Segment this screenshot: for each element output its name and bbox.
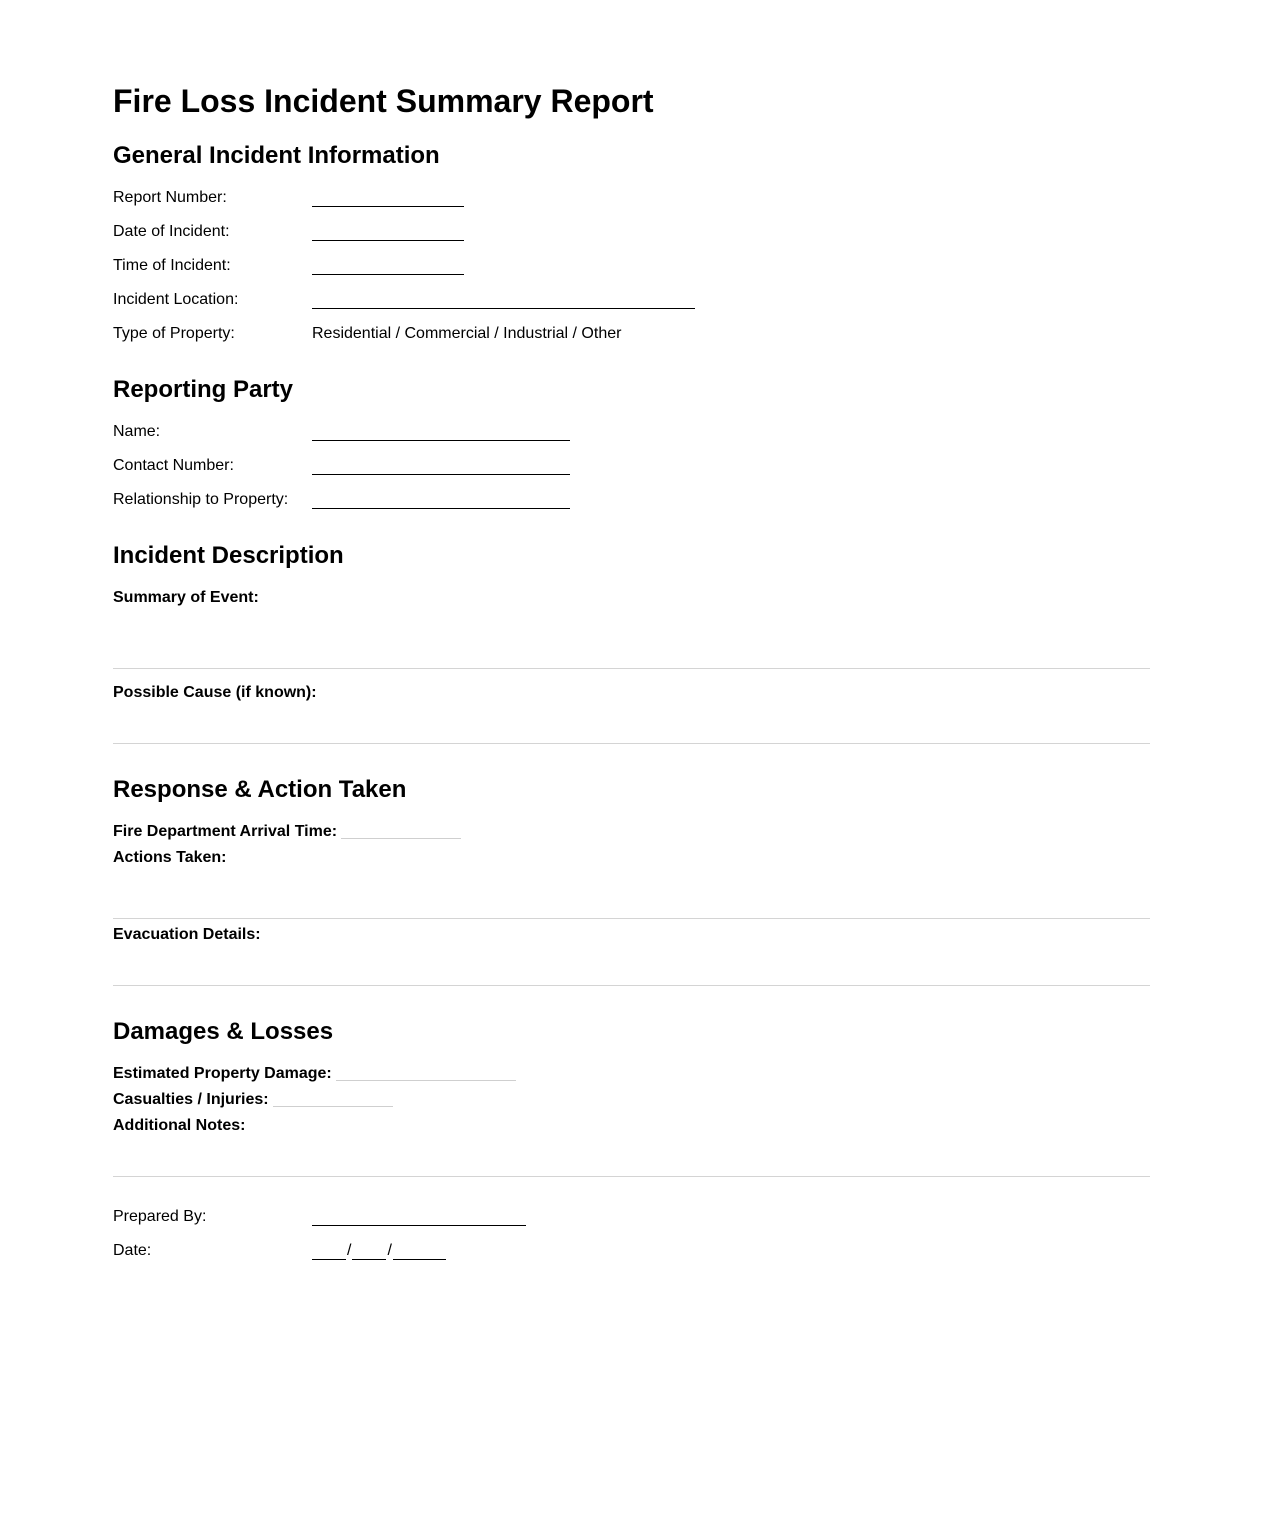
report-number-row (113, 189, 1150, 211)
report-title: Fire Loss Incident Summary Report (113, 83, 654, 119)
type-of-property-label: Type of Property: (113, 325, 235, 342)
property-damage-label: Estimated Property Damage: (113, 1065, 332, 1082)
name-label: Name: (113, 423, 161, 440)
general-info-heading: General Incident Information (113, 142, 440, 169)
prepared-by-row (113, 1208, 1150, 1230)
name-field[interactable] (312, 440, 570, 441)
name-row (113, 423, 1150, 445)
relationship-row (113, 491, 1150, 513)
arrival-time-field[interactable] (341, 823, 461, 839)
signoff-date-label: Date: (113, 1242, 152, 1259)
incident-location-row (113, 291, 1150, 313)
arrival-time-row (113, 823, 461, 845)
additional-notes-line[interactable] (113, 1176, 1150, 1177)
date-day-blank[interactable] (352, 1242, 386, 1260)
additional-notes-label: Additional Notes: (113, 1117, 246, 1134)
property-type-options[interactable]: Residential / Commercial / Industrial / Other (312, 325, 622, 342)
casualties-row (113, 1091, 393, 1113)
casualties-field[interactable] (273, 1091, 393, 1107)
date-separator-2: / (387, 1242, 392, 1259)
date-month-blank[interactable] (312, 1242, 346, 1260)
type-of-property-row (113, 325, 1150, 347)
summary-of-event-line[interactable] (113, 668, 1150, 669)
damages-heading: Damages & Losses (113, 1018, 334, 1045)
report-number-field[interactable] (312, 206, 464, 207)
date-of-incident-row (113, 223, 1150, 245)
time-of-incident-label: Time of Incident: (113, 257, 231, 274)
time-of-incident-row (113, 257, 1150, 279)
relationship-label: Relationship to Property: (113, 491, 289, 508)
summary-of-event-label: Summary of Event: (113, 589, 259, 606)
contact-number-field[interactable] (312, 474, 570, 475)
date-separator-1: / (347, 1242, 352, 1259)
evacuation-details-line[interactable] (113, 985, 1150, 986)
incident-description-heading: Incident Description (113, 542, 344, 569)
casualties-label: Casualties / Injuries: (113, 1091, 269, 1108)
incident-location-label: Incident Location: (113, 291, 239, 308)
contact-number-label: Contact Number: (113, 457, 234, 474)
time-of-incident-field[interactable] (312, 274, 464, 275)
arrival-time-label: Fire Department Arrival Time: (113, 823, 338, 840)
contact-number-row (113, 457, 1150, 479)
relationship-field[interactable] (312, 508, 570, 509)
property-damage-row (113, 1065, 516, 1087)
date-of-incident-field[interactable] (312, 240, 464, 241)
signoff-date-row (113, 1242, 1150, 1264)
prepared-by-field[interactable] (312, 1225, 526, 1226)
incident-location-field[interactable] (312, 308, 695, 309)
prepared-by-label: Prepared By: (113, 1208, 207, 1225)
reporting-party-heading: Reporting Party (113, 376, 294, 403)
possible-cause-label: Possible Cause (if known): (113, 684, 317, 701)
date-of-incident-label: Date of Incident: (113, 223, 230, 240)
date-year-blank[interactable] (393, 1242, 446, 1260)
property-damage-field[interactable] (336, 1065, 516, 1081)
response-heading: Response & Action Taken (113, 776, 407, 803)
evacuation-details-label: Evacuation Details: (113, 926, 261, 943)
signoff-date-field[interactable] (312, 1242, 446, 1260)
actions-taken-line[interactable] (113, 918, 1150, 919)
possible-cause-line[interactable] (113, 743, 1150, 744)
actions-taken-label: Actions Taken: (113, 849, 227, 866)
report-number-label: Report Number: (113, 189, 227, 206)
